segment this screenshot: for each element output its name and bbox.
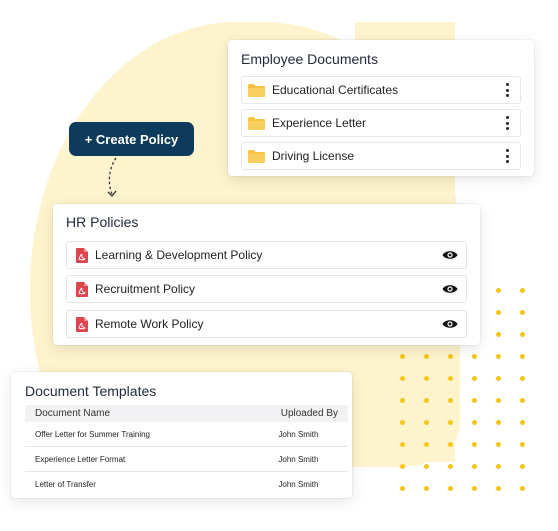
column-header-uploaded-by: Uploaded By (219, 405, 348, 422)
hr-policies-title: HR Policies (66, 214, 139, 230)
decorative-dot (448, 486, 453, 491)
decorative-dot (520, 332, 525, 337)
decorative-dot (448, 464, 453, 469)
document-item-driving-license[interactable] (241, 142, 521, 170)
pdf-icon (76, 248, 88, 263)
decorative-dot (400, 442, 405, 447)
decorative-dot (424, 376, 429, 381)
templates-table (25, 405, 348, 496)
decorative-dot (448, 420, 453, 425)
decorative-dot (424, 354, 429, 359)
folder-icon (248, 84, 265, 97)
policy-item-label: Remote Work Policy (95, 317, 204, 331)
decorative-dot (472, 464, 477, 469)
decorative-dot (496, 420, 501, 425)
decorative-dot (424, 398, 429, 403)
decorative-dot (448, 376, 453, 381)
decorative-dot (496, 310, 501, 315)
column-header-document-name: Document Name (25, 405, 219, 422)
decorative-dot (496, 354, 501, 359)
decorative-dot (520, 310, 525, 315)
decorative-dot (400, 376, 405, 381)
decorative-dot (496, 486, 501, 491)
document-item-label: Experience Letter (272, 116, 367, 130)
decorative-dot (400, 354, 405, 359)
decorative-dot (496, 376, 501, 381)
decorative-dot (400, 420, 405, 425)
folder-icon (248, 150, 265, 163)
decorative-dot (448, 354, 453, 359)
decorative-dot (496, 398, 501, 403)
uploaded-by-cell: John Smith (278, 479, 319, 489)
dashed-arrow-icon (104, 156, 124, 200)
policy-item-learning-development[interactable] (66, 241, 467, 269)
employee-documents-title: Employee Documents (241, 51, 378, 67)
decorative-dot (496, 464, 501, 469)
hr-policies-card (53, 204, 480, 345)
decorative-dot (424, 486, 429, 491)
decorative-dot (472, 420, 477, 425)
decorative-dot (424, 442, 429, 447)
decorative-dot (400, 398, 405, 403)
decorative-dot (448, 398, 453, 403)
decorative-dot (472, 442, 477, 447)
decorative-dot (520, 486, 525, 491)
pdf-icon (76, 317, 88, 332)
table-row[interactable] (25, 472, 348, 497)
decorative-dot (520, 420, 525, 425)
decorative-dot (400, 486, 405, 491)
document-item-label: Driving License (272, 149, 355, 163)
employee-documents-card (228, 40, 534, 176)
eye-icon[interactable] (442, 318, 458, 330)
document-name-cell: Experience Letter Format (25, 447, 219, 472)
decorative-dot (424, 464, 429, 469)
document-item-label: Educational Certificates (272, 83, 399, 97)
decorative-dot (448, 442, 453, 447)
decorative-dot (520, 288, 525, 293)
uploaded-by-cell: John Smith (219, 447, 348, 472)
document-templates-card (11, 372, 352, 498)
policy-item-remote-work[interactable] (66, 310, 467, 338)
decorative-dot (520, 376, 525, 381)
policy-item-label: Recruitment Policy (95, 282, 196, 296)
table-header-row (25, 405, 348, 422)
uploaded-by-cell: John Smith (219, 422, 348, 447)
more-options-icon[interactable] (506, 83, 510, 97)
decorative-dot (472, 398, 477, 403)
decorative-dot (496, 442, 501, 447)
document-name-cell: Letter of Transfer (35, 479, 96, 489)
document-item-experience-letter[interactable] (241, 109, 521, 137)
decorative-dot (472, 354, 477, 359)
document-item-educational-certificates[interactable] (241, 76, 521, 104)
decorative-dot (472, 376, 477, 381)
folder-icon (248, 117, 265, 130)
more-options-icon[interactable] (506, 116, 510, 130)
policy-item-recruitment[interactable] (66, 275, 467, 303)
document-name-cell: Offer Letter for Summer Training (25, 422, 219, 447)
decorative-dot (424, 420, 429, 425)
decorative-dot (496, 332, 501, 337)
decorative-dot (400, 464, 405, 469)
table-row[interactable] (25, 422, 348, 447)
decorative-dot (520, 442, 525, 447)
decorative-dot (496, 288, 501, 293)
eye-icon[interactable] (442, 249, 458, 261)
decorative-dot (520, 464, 525, 469)
policy-item-label: Learning & Development Policy (95, 248, 263, 262)
more-options-icon[interactable] (506, 149, 510, 163)
pdf-icon (76, 282, 88, 297)
table-row[interactable] (25, 447, 348, 472)
decorative-dot (472, 486, 477, 491)
eye-icon[interactable] (442, 283, 458, 295)
create-policy-button[interactable]: + Create Policy (69, 122, 194, 156)
document-templates-title: Document Templates (25, 383, 157, 399)
decorative-dot (520, 354, 525, 359)
decorative-dot (520, 398, 525, 403)
